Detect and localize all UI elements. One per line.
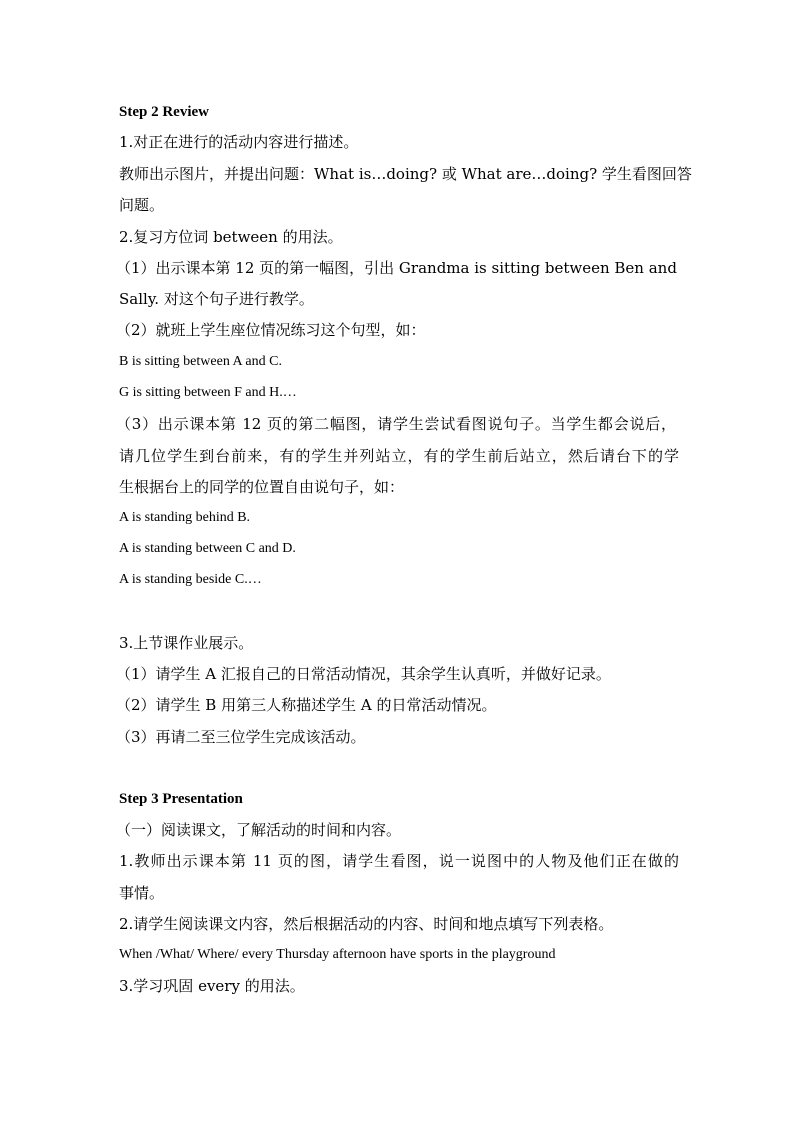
step3-line-3: 事情。 — [119, 884, 165, 902]
step2-line-4: 2.复习方位词 between 的用法。 — [119, 228, 343, 246]
step3-line-2: 1.教师出示课本第 11 页的图，请学生看图，说一说图中的人物及他们正在做的 — [119, 852, 679, 870]
step3-heading: Step 3 Presentation — [119, 791, 243, 807]
step2-line-13: A is standing behind B. — [119, 510, 251, 525]
homework-line-1: 3.上节课作业展示。 — [119, 634, 254, 652]
step2-line-5: （1）出示课本第 12 页的第一幅图，引出 Grandma is sitting between Ben and — [116, 259, 677, 277]
step3-line-1: （一）阅读课文，了解活动的时间和内容。 — [116, 821, 402, 839]
step2-line-8: B is sitting between A and C. — [119, 354, 282, 369]
step2-line-7: （2）就班上学生座位情况练习这个句型，如： — [116, 321, 426, 339]
step2-line-3: 问题。 — [119, 196, 165, 214]
step2-heading: Step 2 Review — [119, 104, 209, 120]
step2-line-12: 生根据台上的同学的位置自由说句子，如： — [119, 478, 405, 496]
step2-line-1: 1.对正在进行的活动内容进行描述。 — [119, 133, 359, 151]
step2-line-2: 教师出示图片，并提出问题：What is…doing? 或 What are…doing? 学生看图回答 — [119, 165, 692, 183]
step3-line-5: When /What/ Where/ every Thursday afternoon have sports in the playground — [119, 947, 556, 962]
step2-line-11: 请几位学生到台前来，有的学生并列站立，有的学生前后站立，然后请台下的学 — [119, 447, 679, 465]
homework-line-2: （1）请学生 A 汇报自己的日常活动情况，其余学生认真听，并做好记录。 — [116, 665, 611, 683]
homework-line-4: （3）再请二至三位学生完成该活动。 — [116, 728, 366, 746]
step2-line-9: G is sitting between F and H.… — [119, 385, 297, 400]
step3-line-6: 3.学习巩固 every 的用法。 — [119, 977, 305, 995]
step2-line-6: Sally. 对这个句子进行教学。 — [119, 290, 314, 308]
step2-line-14: A is standing between C and D. — [119, 541, 296, 556]
step2-line-15: A is standing beside C.… — [119, 572, 262, 587]
step3-line-4: 2.请学生阅读课文内容，然后根据活动的内容、时间和地点填写下列表格。 — [119, 915, 614, 933]
step2-line-10: （3）出示课本第 12 页的第二幅图，请学生尝试看图说句子。当学生都会说后， — [116, 415, 676, 433]
homework-line-3: （2）请学生 B 用第三人称描述学生 A 的日常活动情况。 — [116, 696, 497, 714]
